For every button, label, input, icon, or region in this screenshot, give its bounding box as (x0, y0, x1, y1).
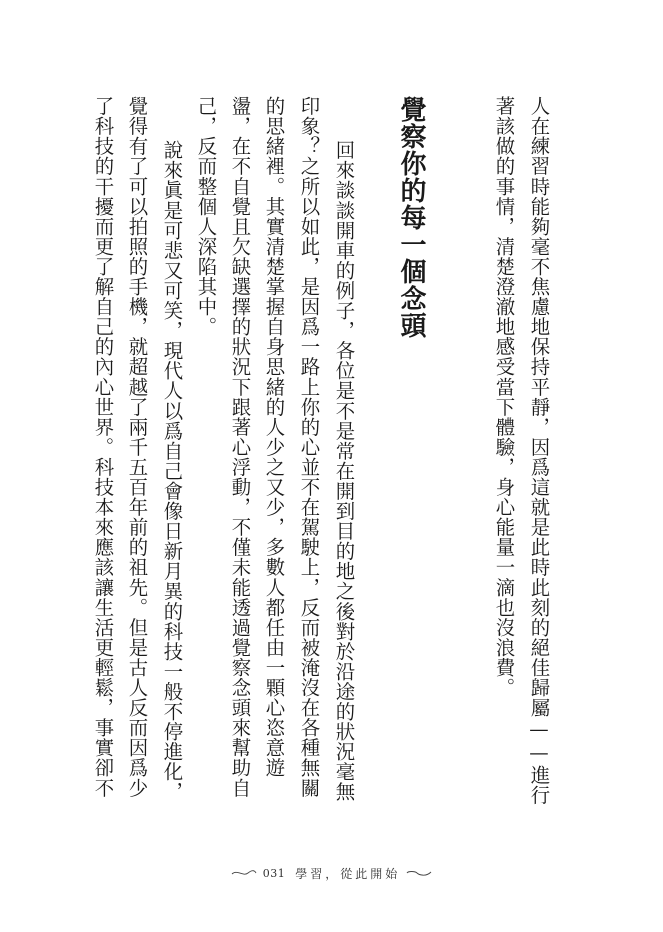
text-column: 己，反而整個人深陷其中。 (194, 96, 218, 337)
section-heading: 覺察你的每一個念頭 (396, 96, 426, 339)
text-column: 印象？之所以如此，是因爲一路上你的心並不在駕駛上，反而被淹沒在各種無關 (297, 96, 321, 798)
text-column: 盪，在不自覺且欠缺選擇的狀況下跟著心浮動，不僅未能透過覺察念頭來幫助自 (228, 96, 252, 798)
text-column: 了科技的干擾而更了解自己的內心世界。科技本來應該讓生活更輕鬆，事實卻不 (91, 96, 115, 798)
text-column: 說來眞是可悲又可笑，現代人以爲自己會像日新月異的科技一般不停進化， (160, 120, 184, 802)
page-number: 031 (262, 866, 286, 880)
right-swash-ornament (406, 868, 432, 878)
text-column: 人在練習時能夠毫不焦慮地保持平靜，因爲這就是此時此刻的絕佳歸屬——進行 (527, 96, 551, 805)
text-column: 的思緒裡。其實清楚掌握自身思緒的人少之又少，多數人都任由一顆心恣意遊 (262, 96, 286, 778)
running-title: 學習，從此開始 (295, 866, 401, 881)
page-footer (0, 862, 663, 884)
text-column: 覺得有了可以拍照的手機，就超越了兩千五百年前的祖先。但是古人反而因爲少 (125, 96, 149, 798)
text-column: 回來談談開車的例子，各位是不是常在開到目的地之後對於沿途的狀況毫無 (332, 120, 356, 802)
text-column: 著該做的事情，清楚澄澈地感受當下體驗，身心能量一滴也沒浪費。 (492, 96, 516, 698)
left-swash-ornament (231, 868, 257, 878)
